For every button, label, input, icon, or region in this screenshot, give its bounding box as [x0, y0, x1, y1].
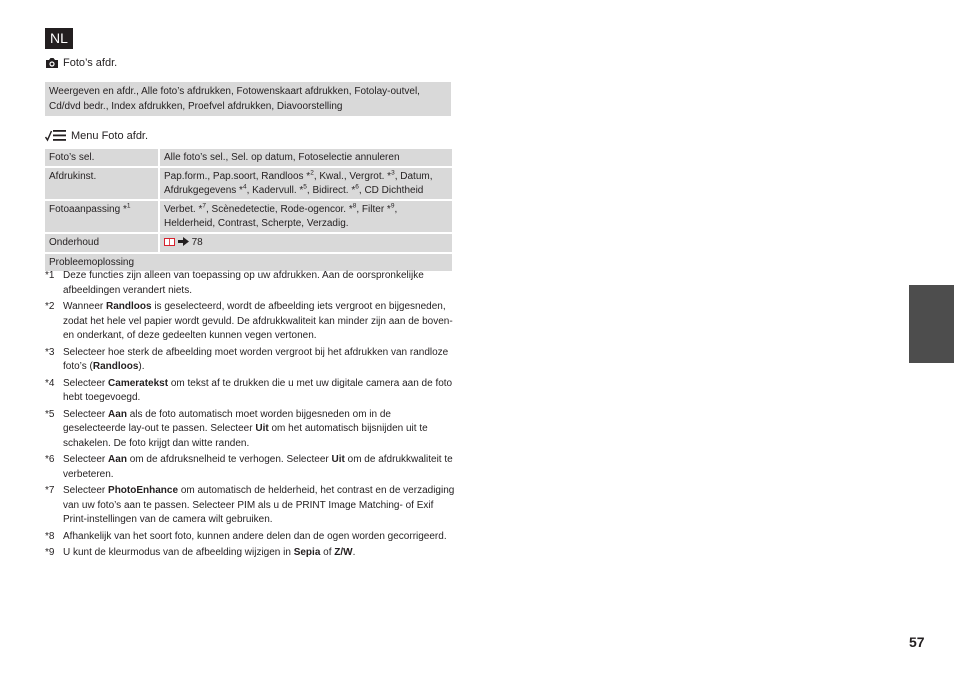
- table-cell-value: [159, 233, 452, 253]
- photo-print-title: Foto’s afdr.: [63, 57, 118, 69]
- table-row: [45, 149, 452, 167]
- menu-heading: [45, 129, 148, 142]
- photo-print-options: Weergeven en afdr., Alle foto’s afdrukken, Fotowenskaart afdrukken, Fotolay-outvel, Cd/dvd bedr., Index afdrukken, Proefvel afdrukken, Diavoorstelling: [45, 82, 451, 116]
- table-cell-value: Pap.form., Pap.soort, Randloos *$^2$, Kwal., Vergrot. *$^3$, Datum, Afdrukgegevens *$^4$, Kadervull. *$^5$, Bidirect. *$^6$, CD Dichtheid: [159, 167, 452, 200]
- table-cell-label: Probleemoplossing: [45, 253, 452, 272]
- table-cell-label: Foto’s sel.: [45, 149, 159, 167]
- table-row: [45, 167, 452, 200]
- table-cell-value: Alle foto’s sel., Sel. op datum, Fotoselectie annuleren: [159, 149, 452, 167]
- footnote: *2 Wanneer Randloos is geselecteerd, wordt de afbeelding iets vergroot en bijgesneden, zodat het hele vel papier wordt gevuld. De afdrukkwaliteit kan minder zijn aan de boven- en onderkant, of deze gedeelten kunnen vegen vertonen.: [45, 301, 453, 341]
- footnote: *9 U kunt de kleurmodus van de afbeelding wijzigen in Sepia of Z/W.: [45, 547, 356, 558]
- arrow-right-icon: [178, 237, 189, 251]
- table-cell-label: Onderhoud: [45, 233, 159, 253]
- page-reference[interactable]: 78: [191, 237, 203, 248]
- page-number: 57: [909, 634, 925, 650]
- chapter-tab: [909, 285, 954, 363]
- footnote: *7 Selecteer PhotoEnhance om automatisch de helderheid, het contrast en de verzadiging van uw foto’s aan te passen. Selecteer PIM als u de PRINT Image Matching- of Exif Print-instellingen van de camera wilt gebruiken.: [45, 485, 455, 525]
- footnote: *3 Selecteer hoe sterk de afbeelding moet worden vergroot bij het afdrukken van randloze foto’s (Randloos).: [45, 346, 449, 372]
- table-cell-value: Verbet. *$^7$, Scènedetectie, Rode-ogencor. *$^8$, Filter *$^9$, Helderheid, Contrast, Scherpte, Verzadig.: [159, 200, 452, 233]
- book-icon: [164, 237, 175, 251]
- footnote: *1 Deze functies zijn alleen van toepassing op uw afdrukken. Aan de oorspronkelijke afbeeldingen verandert niets.: [45, 270, 424, 296]
- footnote: *6 Selecteer Aan om de afdruksnelheid te verhogen. Selecteer Uit om de afdrukkwaliteit te verbeteren.: [45, 454, 453, 480]
- table-cell-label: Fotoaanpassing *$^1$: [45, 200, 159, 233]
- menu-title: Menu Foto afdr.: [71, 129, 149, 142]
- footnote: *4 Selecteer Cameratekst om tekst af te drukken die u met uw digitale camera aan de foto hebt toegevoegd.: [45, 377, 453, 403]
- table-row: [45, 200, 452, 233]
- camera-icon: [45, 57, 59, 69]
- menu-table: [45, 149, 452, 273]
- table-row: [45, 233, 452, 253]
- table-cell-label: Afdrukinst.: [45, 167, 159, 200]
- menu-list-icon: [45, 129, 67, 142]
- language-badge: NL: [45, 28, 73, 49]
- footnote: *5 Selecteer Aan als de foto automatisch moet worden bijgesneden om in de geselecteerde lay-out te passen. Selecteer Uit om het automatisch bijsnijden uit te schakelen. De foto krijgt dan witte randen.: [45, 408, 428, 449]
- footnote: *8 Afhankelijk van het soort foto, kunnen andere delen dan de ogen worden gecorrigeerd.: [45, 530, 447, 542]
- photo-print-heading: [45, 57, 117, 69]
- footnotes: [45, 269, 455, 563]
